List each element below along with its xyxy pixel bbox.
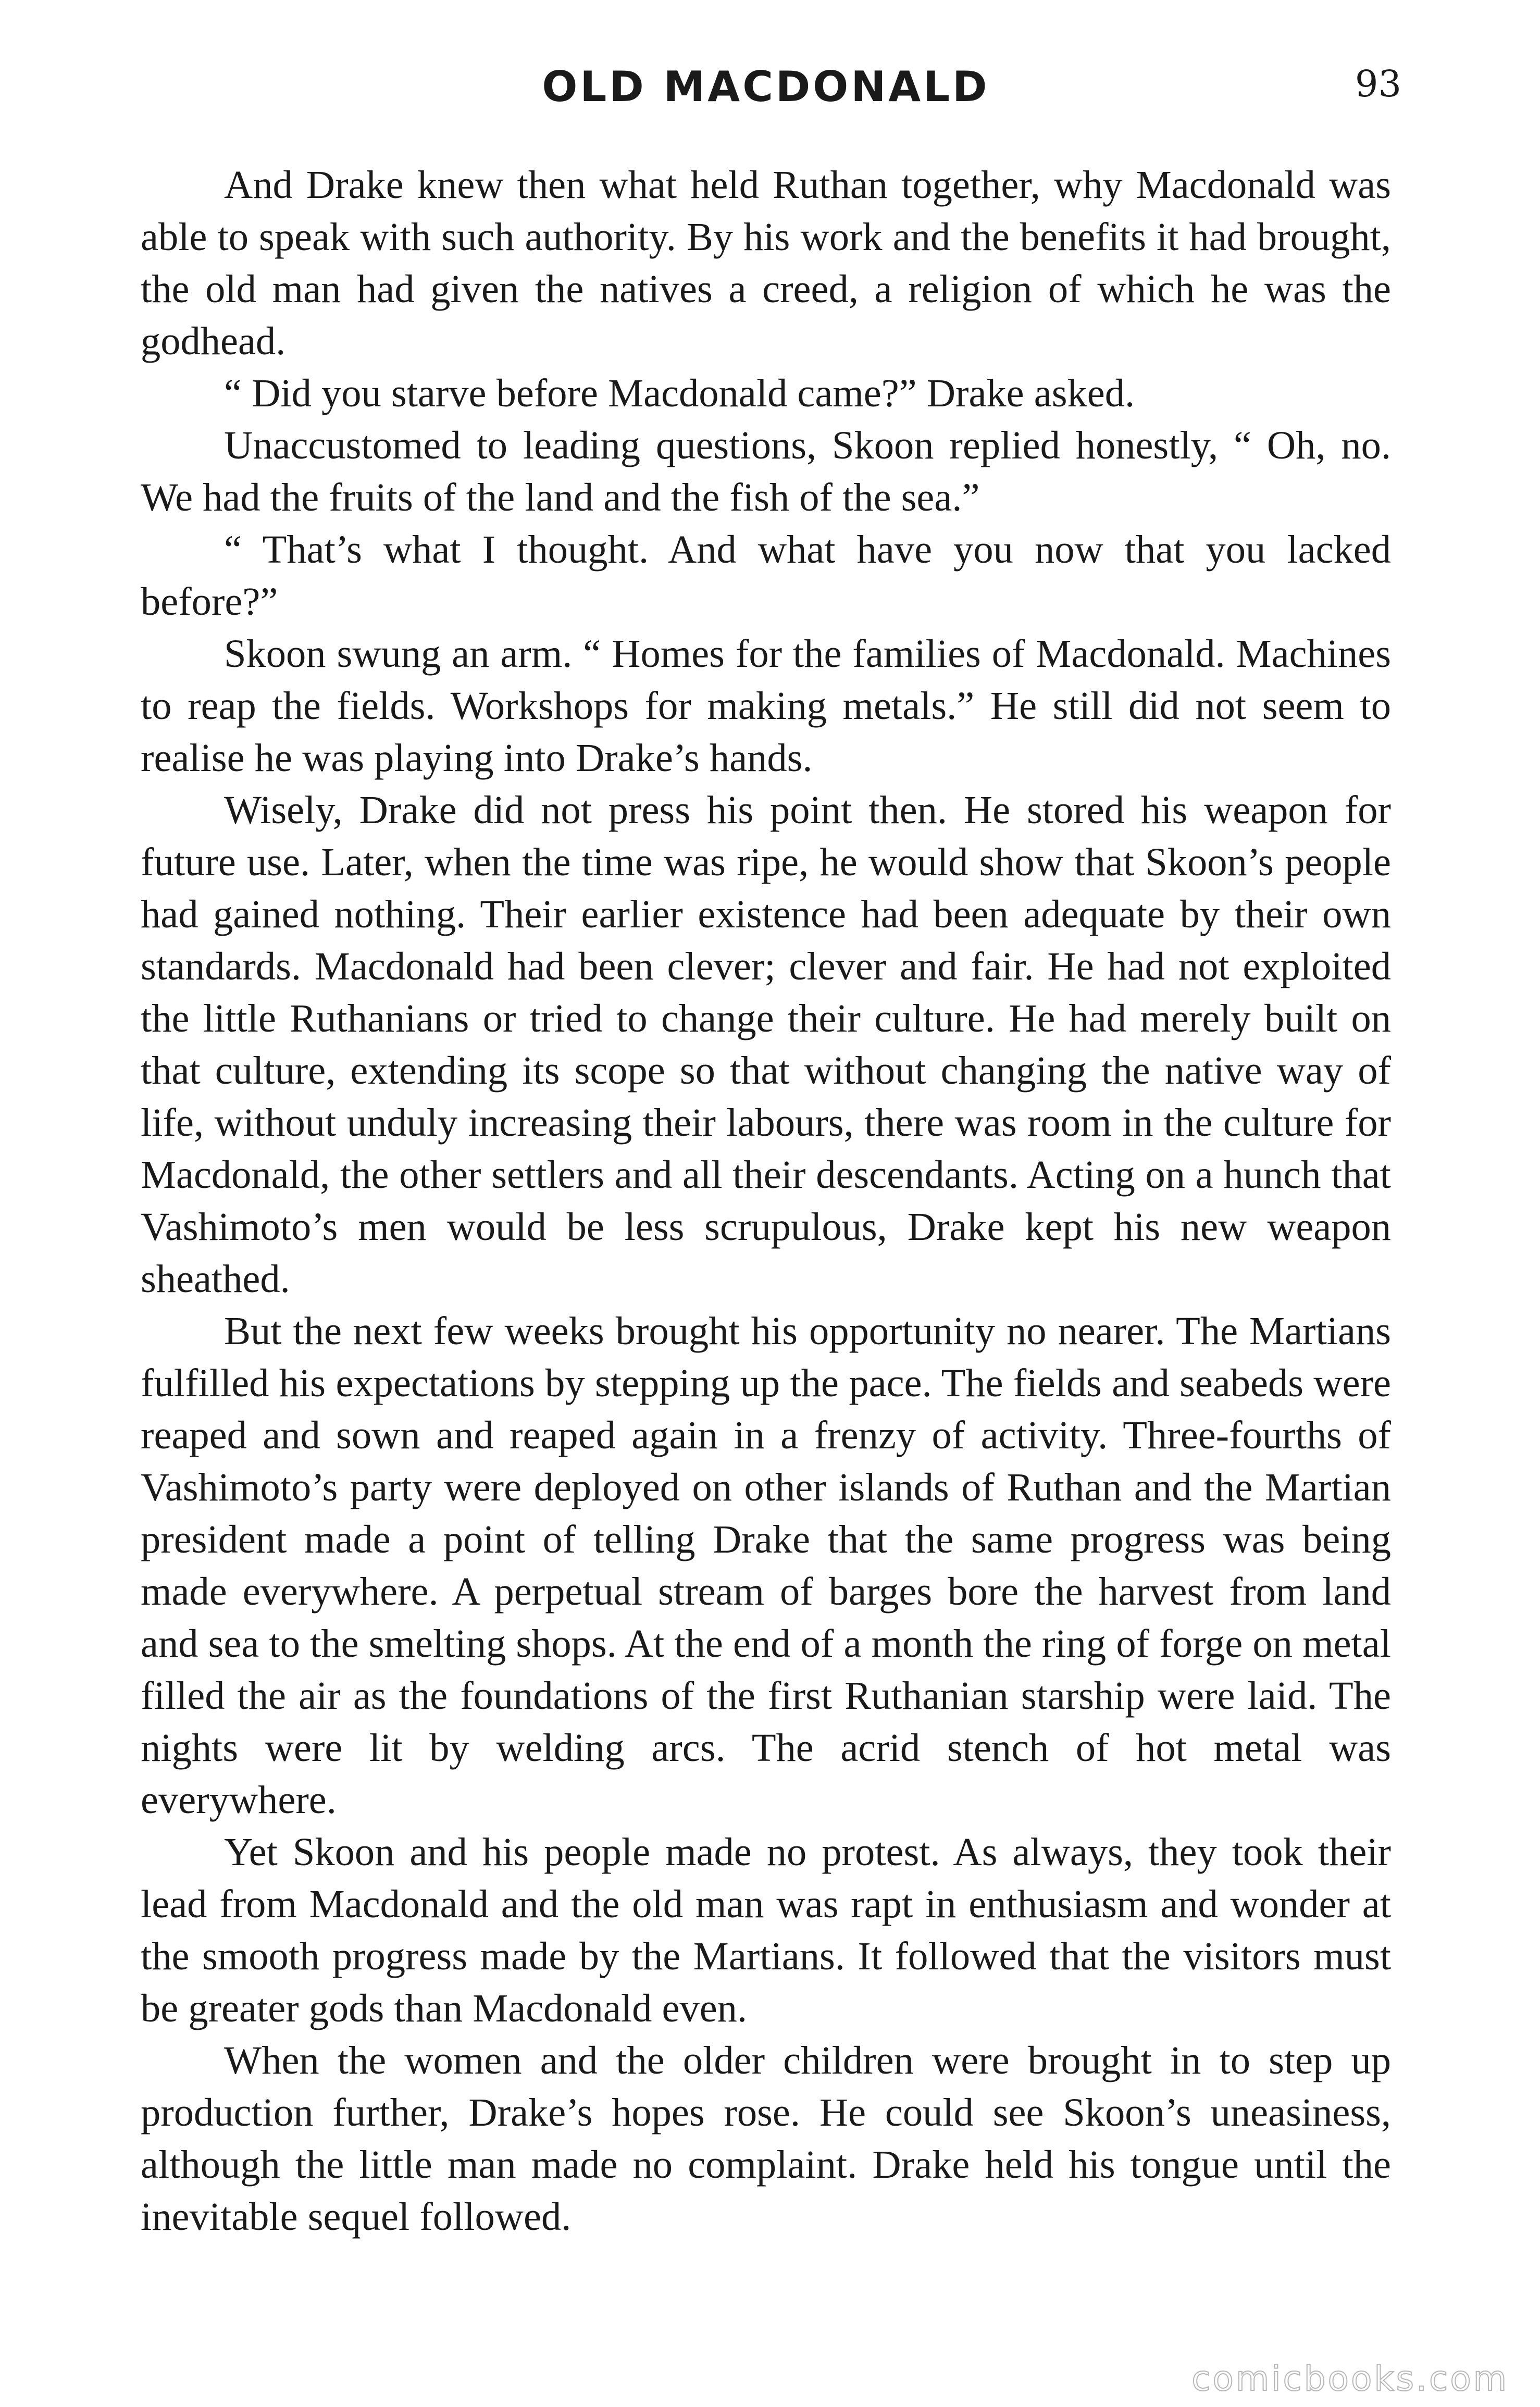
page-header: [141, 63, 1401, 125]
paragraph-1: And Drake knew then what held Ruthan together, why Macdonald was able to speak with such authority. By his work and the benefits it had brought, the old man had given the natives a creed, a religion of which he was the godhead.: [141, 163, 1391, 363]
paragraph-7: But the next few weeks brought his opportunity no nearer. The Martians fulfilled his expectations by stepping up the pace. The fields and seabeds were reaped and sown and reaped again in a frenzy of activity. Three-fourths of Vashimoto’s party were deployed on other islands of Ruthan and the Martian president made a point of telling Drake that the same progress was being made everywhere. A perpetual stream of barges bore the harvest from land and sea to the smelting shops. At the end of a month the ring of forge on metal filled the air as the foundations of the first Ruthanian starship were laid. The nights were lit by welding arcs. The acrid stench of hot metal was everywhere.: [141, 1309, 1391, 1822]
body-text: [141, 159, 1391, 2243]
page-number: 93: [1355, 63, 1401, 105]
book-page: [141, 63, 1401, 2376]
running-title: OLD MACDONALD: [542, 63, 990, 111]
paragraph-3: Unaccustomed to leading questions, Skoon replied honestly, “ Oh, no. We had the fruits of the land and the fish of the sea.”: [141, 423, 1391, 519]
paragraph-8: Yet Skoon and his people made no protest. As always, they took their lead from Macdonald and the old man was rapt in enthusiasm and wonder at the smooth progress made by the Martians. It followed that the visitors must be greater gods than Macdonald even.: [141, 1830, 1391, 2030]
watermark: comicbooks.com: [1191, 2359, 1509, 2399]
paragraph-5: Skoon swung an arm. “ Homes for the families of Macdonald. Machines to reap the fields. Workshops for making metals.” He still did not seem to realise he was playing into Drake’s hands.: [141, 631, 1391, 780]
paragraph-6: Wisely, Drake did not press his point then. He stored his weapon for future use. Later, when the time was ripe, he would show that Skoon’s people had gained nothing. Their earlier existence had been adequate by their own standards. Macdonald had been clever; clever and fair. He had not exploited the little Ruthanians or tried to change their culture. He had merely built on that culture, extending its scope so that without changing the native way of life, without unduly increasing their labours, there was room in the culture for Macdonald, the other settlers and all their descendants. Acting on a hunch that Vashimoto’s men would be less scrupulous, Drake kept his new weapon sheathed.: [141, 788, 1391, 1301]
paragraph-2: “ Did you starve before Macdonald came?” Drake asked.: [224, 371, 1135, 415]
paragraph-4: “ That’s what I thought. And what have you now that you lacked before?”: [141, 527, 1391, 624]
paragraph-9: When the women and the older children were brought in to step up production further, Drake’s hopes rose. He could see Skoon’s uneasiness, although the little man made no complaint. Drake held his tongue until the inevitable sequel followed.: [141, 2038, 1391, 2239]
